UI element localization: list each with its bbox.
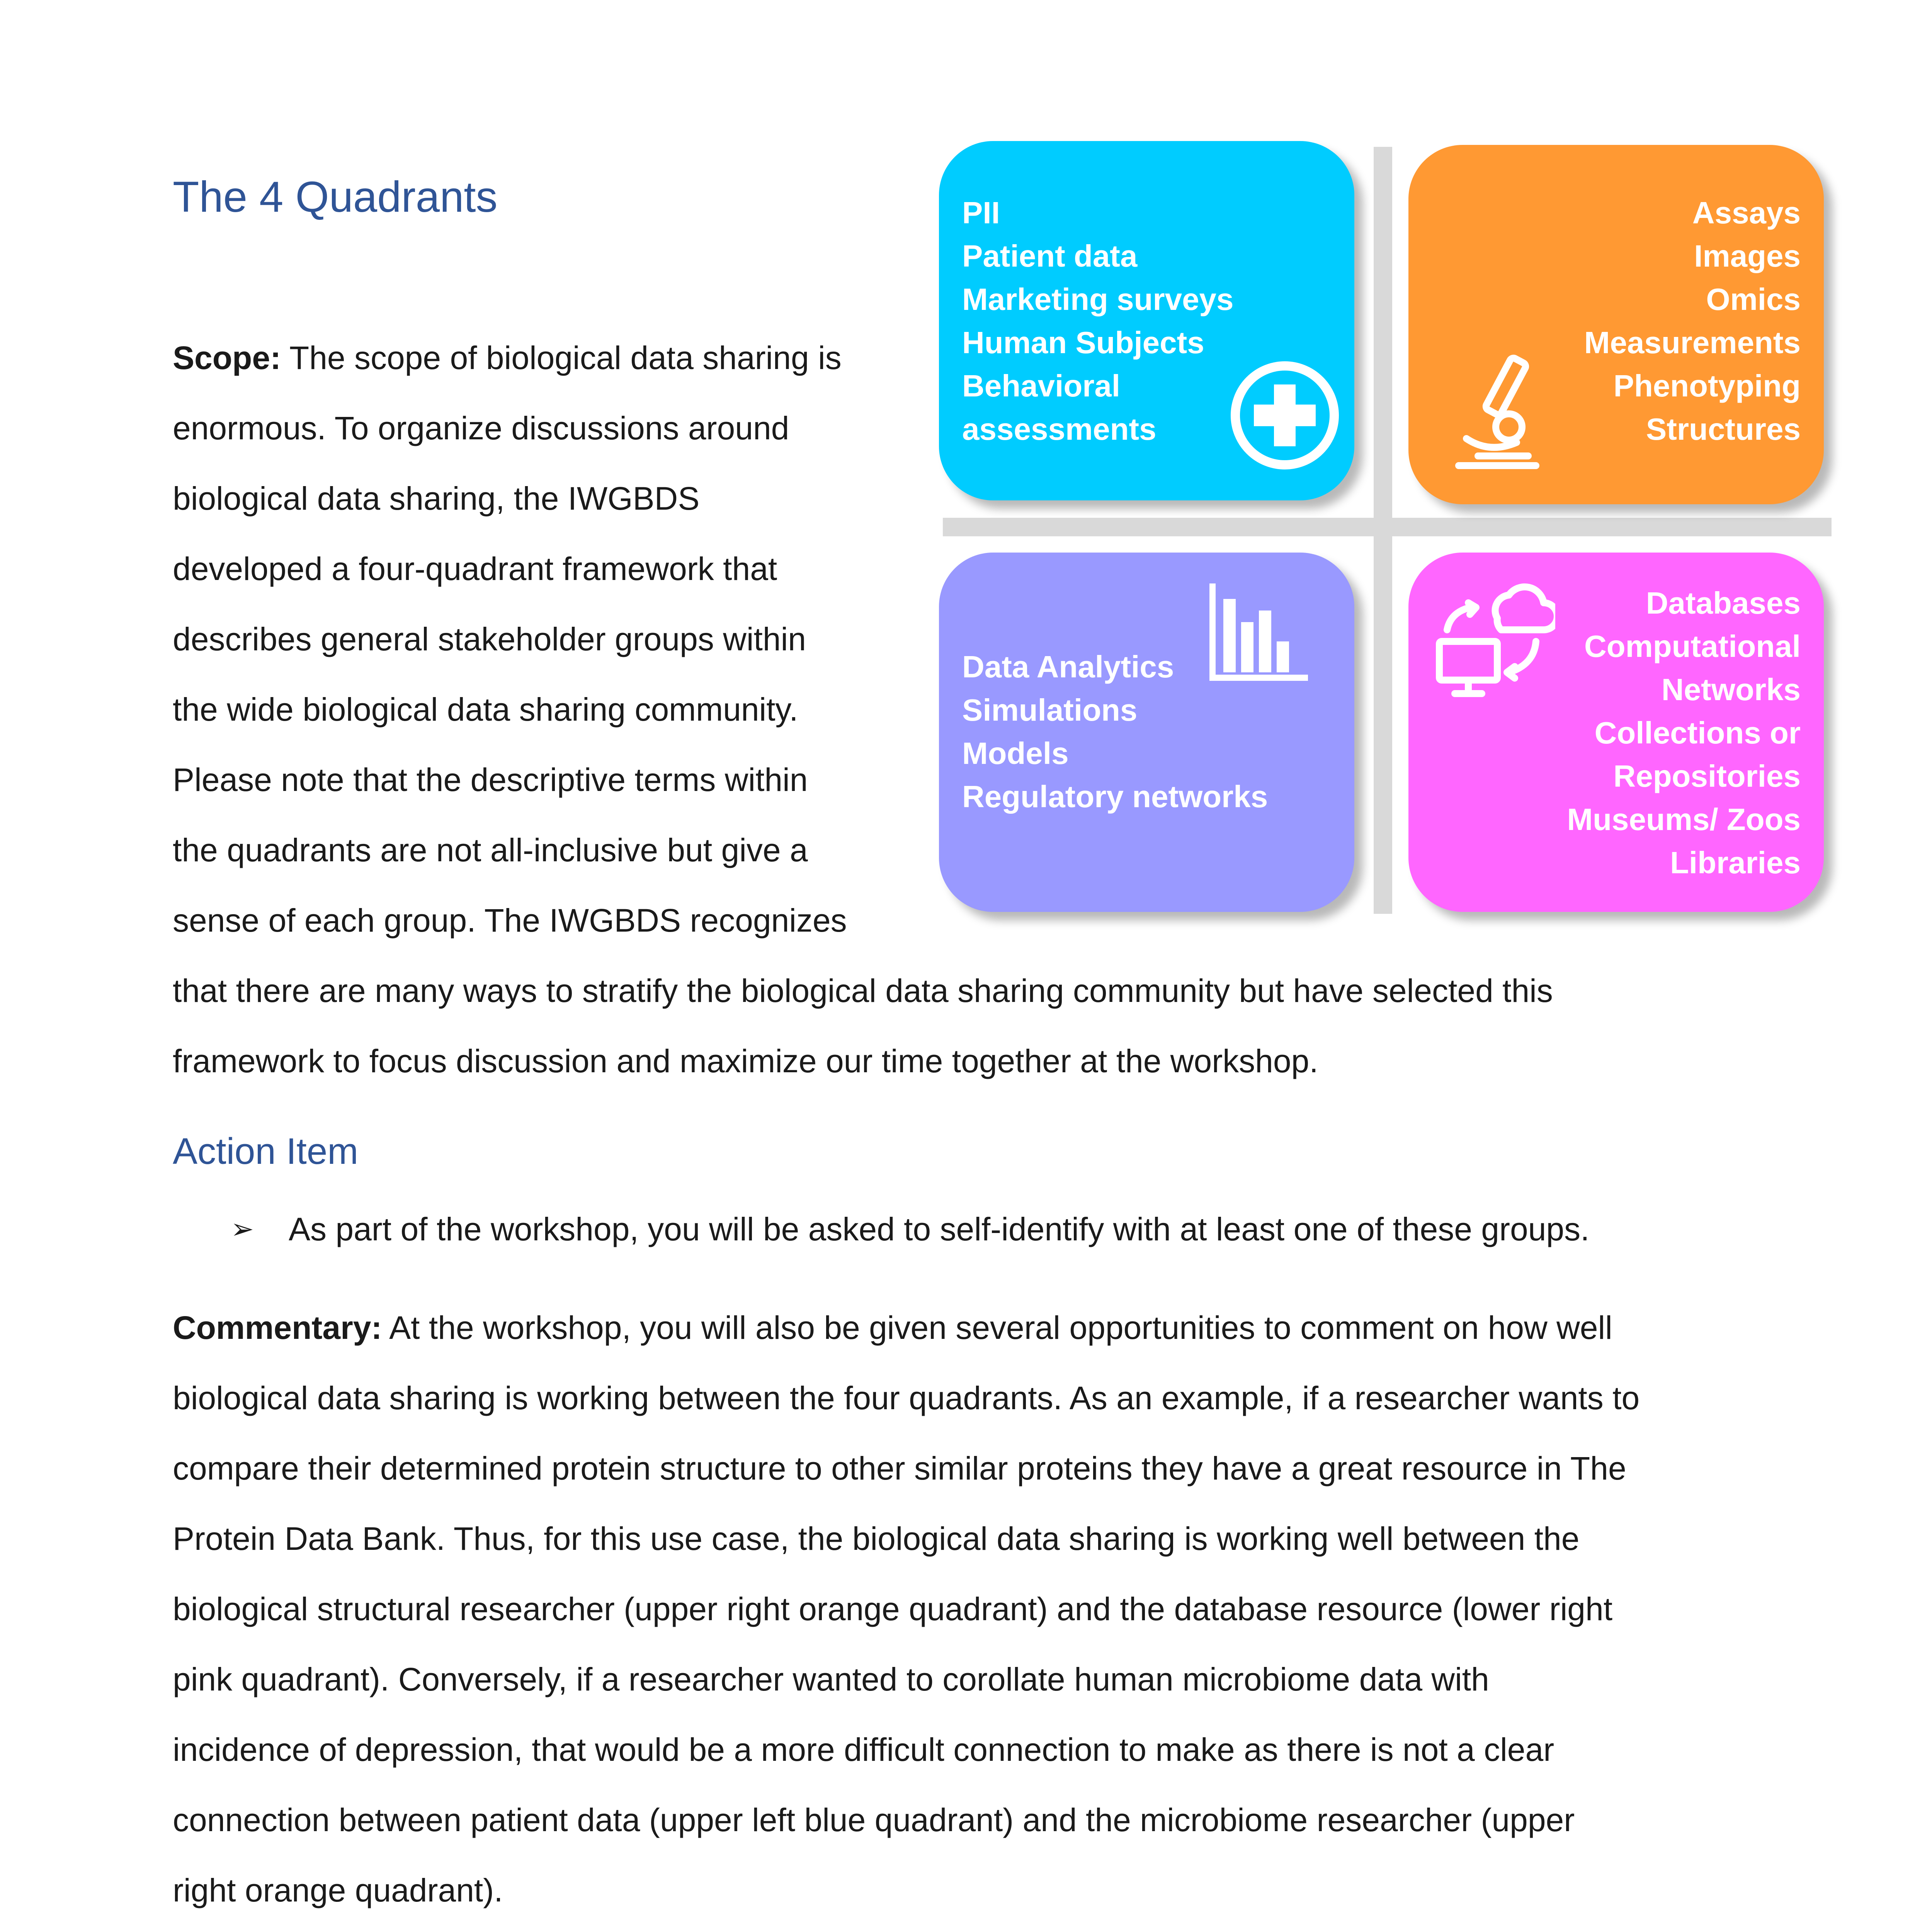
commentary-line: biological data sharing is working between the four quadrants. As an example, if a researcher wants to — [173, 1380, 1640, 1416]
quadrant-item: Assays — [1692, 196, 1801, 230]
commentary-line: connection between patient data (upper left blue quadrant) and the microbiome researcher (upper — [173, 1802, 1575, 1838]
scope-paragraph — [173, 323, 926, 956]
quadrant-top-right-list — [1584, 191, 1801, 451]
scope-line: the quadrants are not all-inclusive but give a — [173, 832, 808, 868]
quadrant-item: Phenotyping — [1613, 369, 1801, 403]
quadrant-bottom-left-list — [962, 645, 1268, 818]
quadrant-item: Networks — [1661, 672, 1801, 707]
action-item-heading: Action Item — [173, 1131, 359, 1172]
quadrant-item: Computational — [1584, 629, 1801, 663]
arrow-bullet-icon: ➢ — [231, 1214, 254, 1245]
bullet-text: As part of the workshop, you will be asked to self-identify with at least one of these groups. — [289, 1211, 1590, 1247]
quadrant-item: Regulatory networks — [962, 779, 1268, 814]
quadrant-item: Data Analytics — [962, 650, 1174, 684]
scope-line: biological data sharing, the IWGBDS — [173, 480, 700, 517]
medical-cross-icon — [1227, 357, 1343, 473]
quadrant-item: Patient data — [962, 239, 1138, 273]
quadrant-item: Libraries — [1670, 845, 1801, 880]
quadrant-top-right — [1408, 145, 1824, 504]
commentary-line: right orange quadrant). — [173, 1872, 503, 1908]
commentary-line: At the workshop, you will also be given several opportunities to comment on how well — [382, 1310, 1612, 1346]
quadrant-item: Repositories — [1613, 759, 1801, 793]
quadrant-item: assessments — [962, 412, 1156, 446]
commentary-paragraph — [173, 1293, 1834, 1925]
quadrant-bottom-right-list — [1567, 582, 1801, 884]
commentary-line: incidence of depression, that would be a more difficult connection to make as there is not a clear — [173, 1731, 1554, 1768]
quadrant-item: Structures — [1646, 412, 1801, 446]
scope-line: framework to focus discussion and maximize our time together at the workshop. — [173, 1043, 1318, 1079]
commentary-line: biological structural researcher (upper right orange quadrant) and the database resource (lower right — [173, 1591, 1613, 1627]
quadrant-item: Models — [962, 736, 1069, 770]
quadrant-top-left — [939, 141, 1354, 500]
quadrant-item: Measurements — [1584, 325, 1801, 360]
commentary-line: pink quadrant). Conversely, if a researcher wanted to corollate human microbiome data with — [173, 1661, 1489, 1697]
scope-paragraph-continued — [173, 956, 1834, 1096]
commentary-line: Protein Data Bank. Thus, for this use case, the biological data sharing is working well between the — [173, 1520, 1580, 1557]
quadrant-item: Omics — [1706, 282, 1801, 316]
scope-line: Please note that the descriptive terms within — [173, 762, 808, 798]
quadrant-item: Images — [1694, 239, 1801, 273]
quadrant-item: Human Subjects — [962, 325, 1204, 360]
scope-line: the wide biological data sharing community. — [173, 691, 798, 728]
quadrant-item: Museums/ Zoos — [1567, 802, 1801, 837]
page-title: The 4 Quadrants — [173, 173, 498, 221]
quadrant-bottom-left — [939, 553, 1354, 912]
quadrant-top-left-list — [962, 191, 1234, 451]
quadrant-item: Simulations — [962, 693, 1138, 727]
quadrant-item: Behavioral — [962, 369, 1121, 403]
quadrant-item: PII — [962, 196, 1000, 230]
scope-line: developed a four-quadrant framework that — [173, 551, 777, 587]
quadrant-item: Collections or — [1594, 716, 1801, 750]
quadrant-item: Marketing surveys — [962, 282, 1234, 316]
bullet-item — [173, 1194, 1834, 1264]
scope-label: Scope: — [173, 340, 281, 376]
scope-line: sense of each group. The IWGBDS recognizes — [173, 902, 847, 939]
scope-line: that there are many ways to stratify the biological data sharing community but have selected this — [173, 973, 1553, 1009]
scope-line: The scope of biological data sharing is — [281, 340, 842, 376]
scope-line: describes general stakeholder groups within — [173, 621, 806, 657]
cloud-computer-sync-icon — [1432, 576, 1555, 699]
scope-line: enormous. To organize discussions around — [173, 410, 789, 446]
quadrant-bottom-right — [1408, 553, 1824, 912]
action-item-list — [173, 1194, 1834, 1264]
commentary-line: compare their determined protein structure to other similar proteins they have a great resource in The — [173, 1450, 1626, 1486]
commentary-label: Commentary: — [173, 1310, 382, 1346]
microscope-icon — [1451, 350, 1544, 481]
quadrant-item: Databases — [1646, 586, 1801, 620]
quadrant-divider-horizontal — [943, 518, 1832, 536]
